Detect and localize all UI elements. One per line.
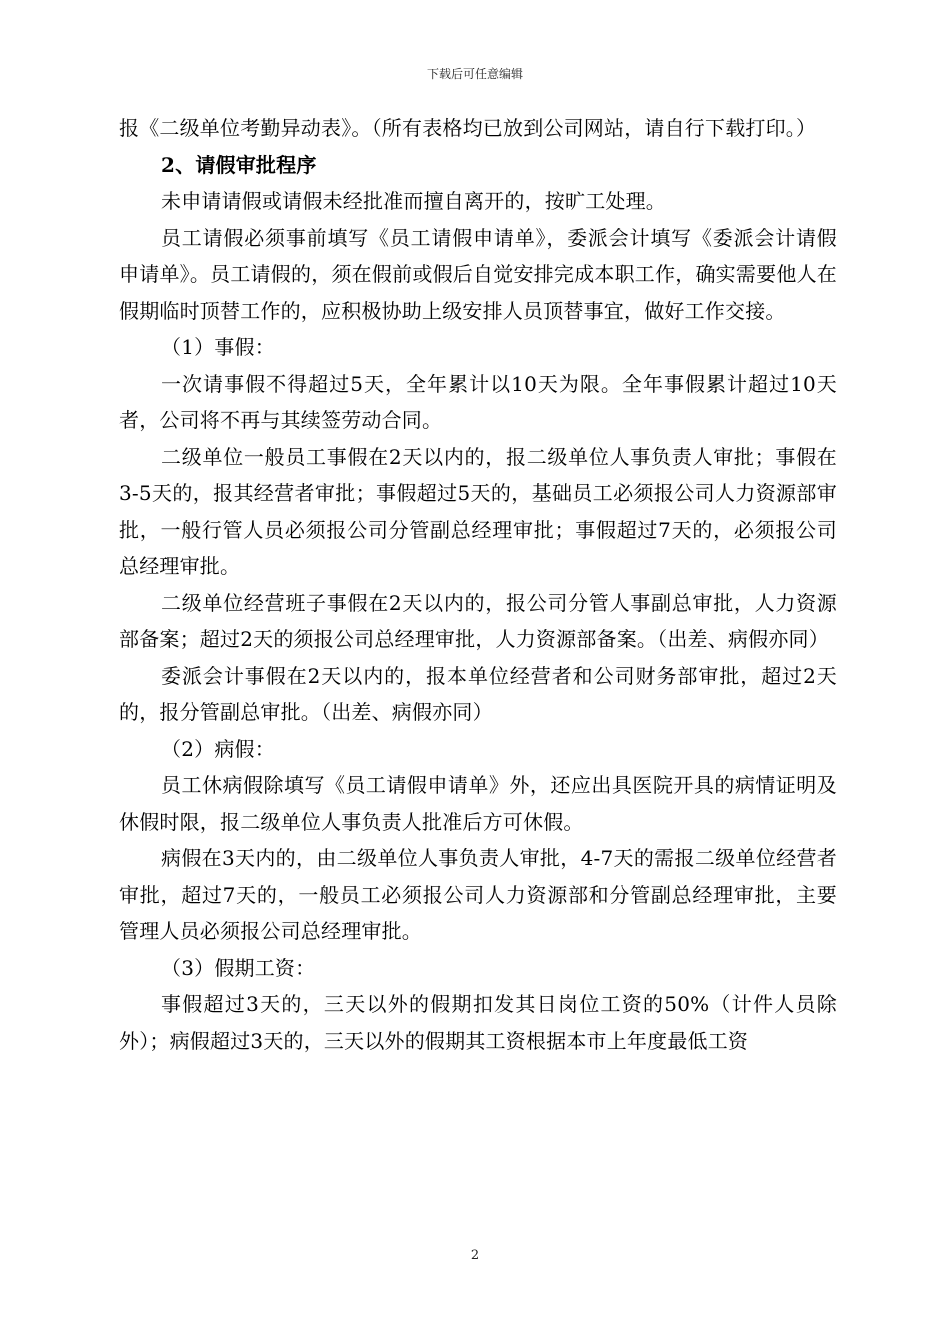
paragraph: 未申请请假或请假未经批准而擅自离开的，按旷工处理。 xyxy=(161,189,666,213)
subsection-heading: （3）假期工资： xyxy=(161,955,316,980)
paragraph: 二级单位经营班子事假在2天以内的，报公司分管人事副总审批，人力资源部备案；超过2天的须报公司总经理审批，人力资源部备案。（出差、病假亦同） xyxy=(119,590,837,651)
subsection-heading: （2）病假： xyxy=(161,736,275,761)
section-heading: 2、请假审批程序 xyxy=(161,152,317,177)
page-number: 2 xyxy=(470,1248,480,1263)
paragraph: 委派会计事假在2天以内的，报本单位经营者和公司财务部审批，超过2天的，报分管副总审批。（出差、病假亦同） xyxy=(119,663,837,724)
paragraph: 员工休病假除填写《员工请假申请单》外，还应出具医院开具的病情证明及休假时限，报二级单位人事负责人批准后方可休假。 xyxy=(119,773,837,834)
paragraph: 病假在3天内的，由二级单位人事负责人审批，4-7天的需报二级单位经营者审批，超过7天的，一般员工必须报公司人力资源部和分管副总经理审批，主要管理人员必须报公司总经理审批。 xyxy=(119,846,837,943)
paragraph: 二级单位一般员工事假在2天以内的，报二级单位人事负责人审批；事假在3-5天的，报其经营者审批；事假超过5天的，基础员工必须报公司人力资源部审批，一般行管人员必须报公司分管副总经理审批；事假超过7天的，必须报公司总经理审批。 xyxy=(119,444,837,578)
subsection-heading: （1）事假： xyxy=(161,335,275,359)
paragraph: 员工请假必须事前填写《员工请假申请单》，委派会计填写《委派会计请假申请单》。员工请假的，须在假前或假后自觉安排完成本职工作，确实需要他人在假期临时顶替工作的，应积极协助上级安排人员顶替事宜，做好工作交接。 xyxy=(119,225,837,323)
paragraph-continuation: 报《二级单位考勤异动表》。（所有表格均已放到公司网站，请自行下载打印。） xyxy=(119,116,817,140)
paragraph: 一次请事假不得超过5天，全年累计以10天为限。全年事假累计超过10天者，公司将不再与其续签劳动合同。 xyxy=(119,371,837,432)
paragraph: 事假超过3天的，三天以外的假期扣发其日岗位工资的50%（计件人员除外）；病假超过3天的，三天以外的假期其工资根据本市上年度最低工资 xyxy=(119,992,837,1053)
page-header: 下载后可任意编辑 xyxy=(426,67,523,81)
document-body xyxy=(119,110,837,1059)
